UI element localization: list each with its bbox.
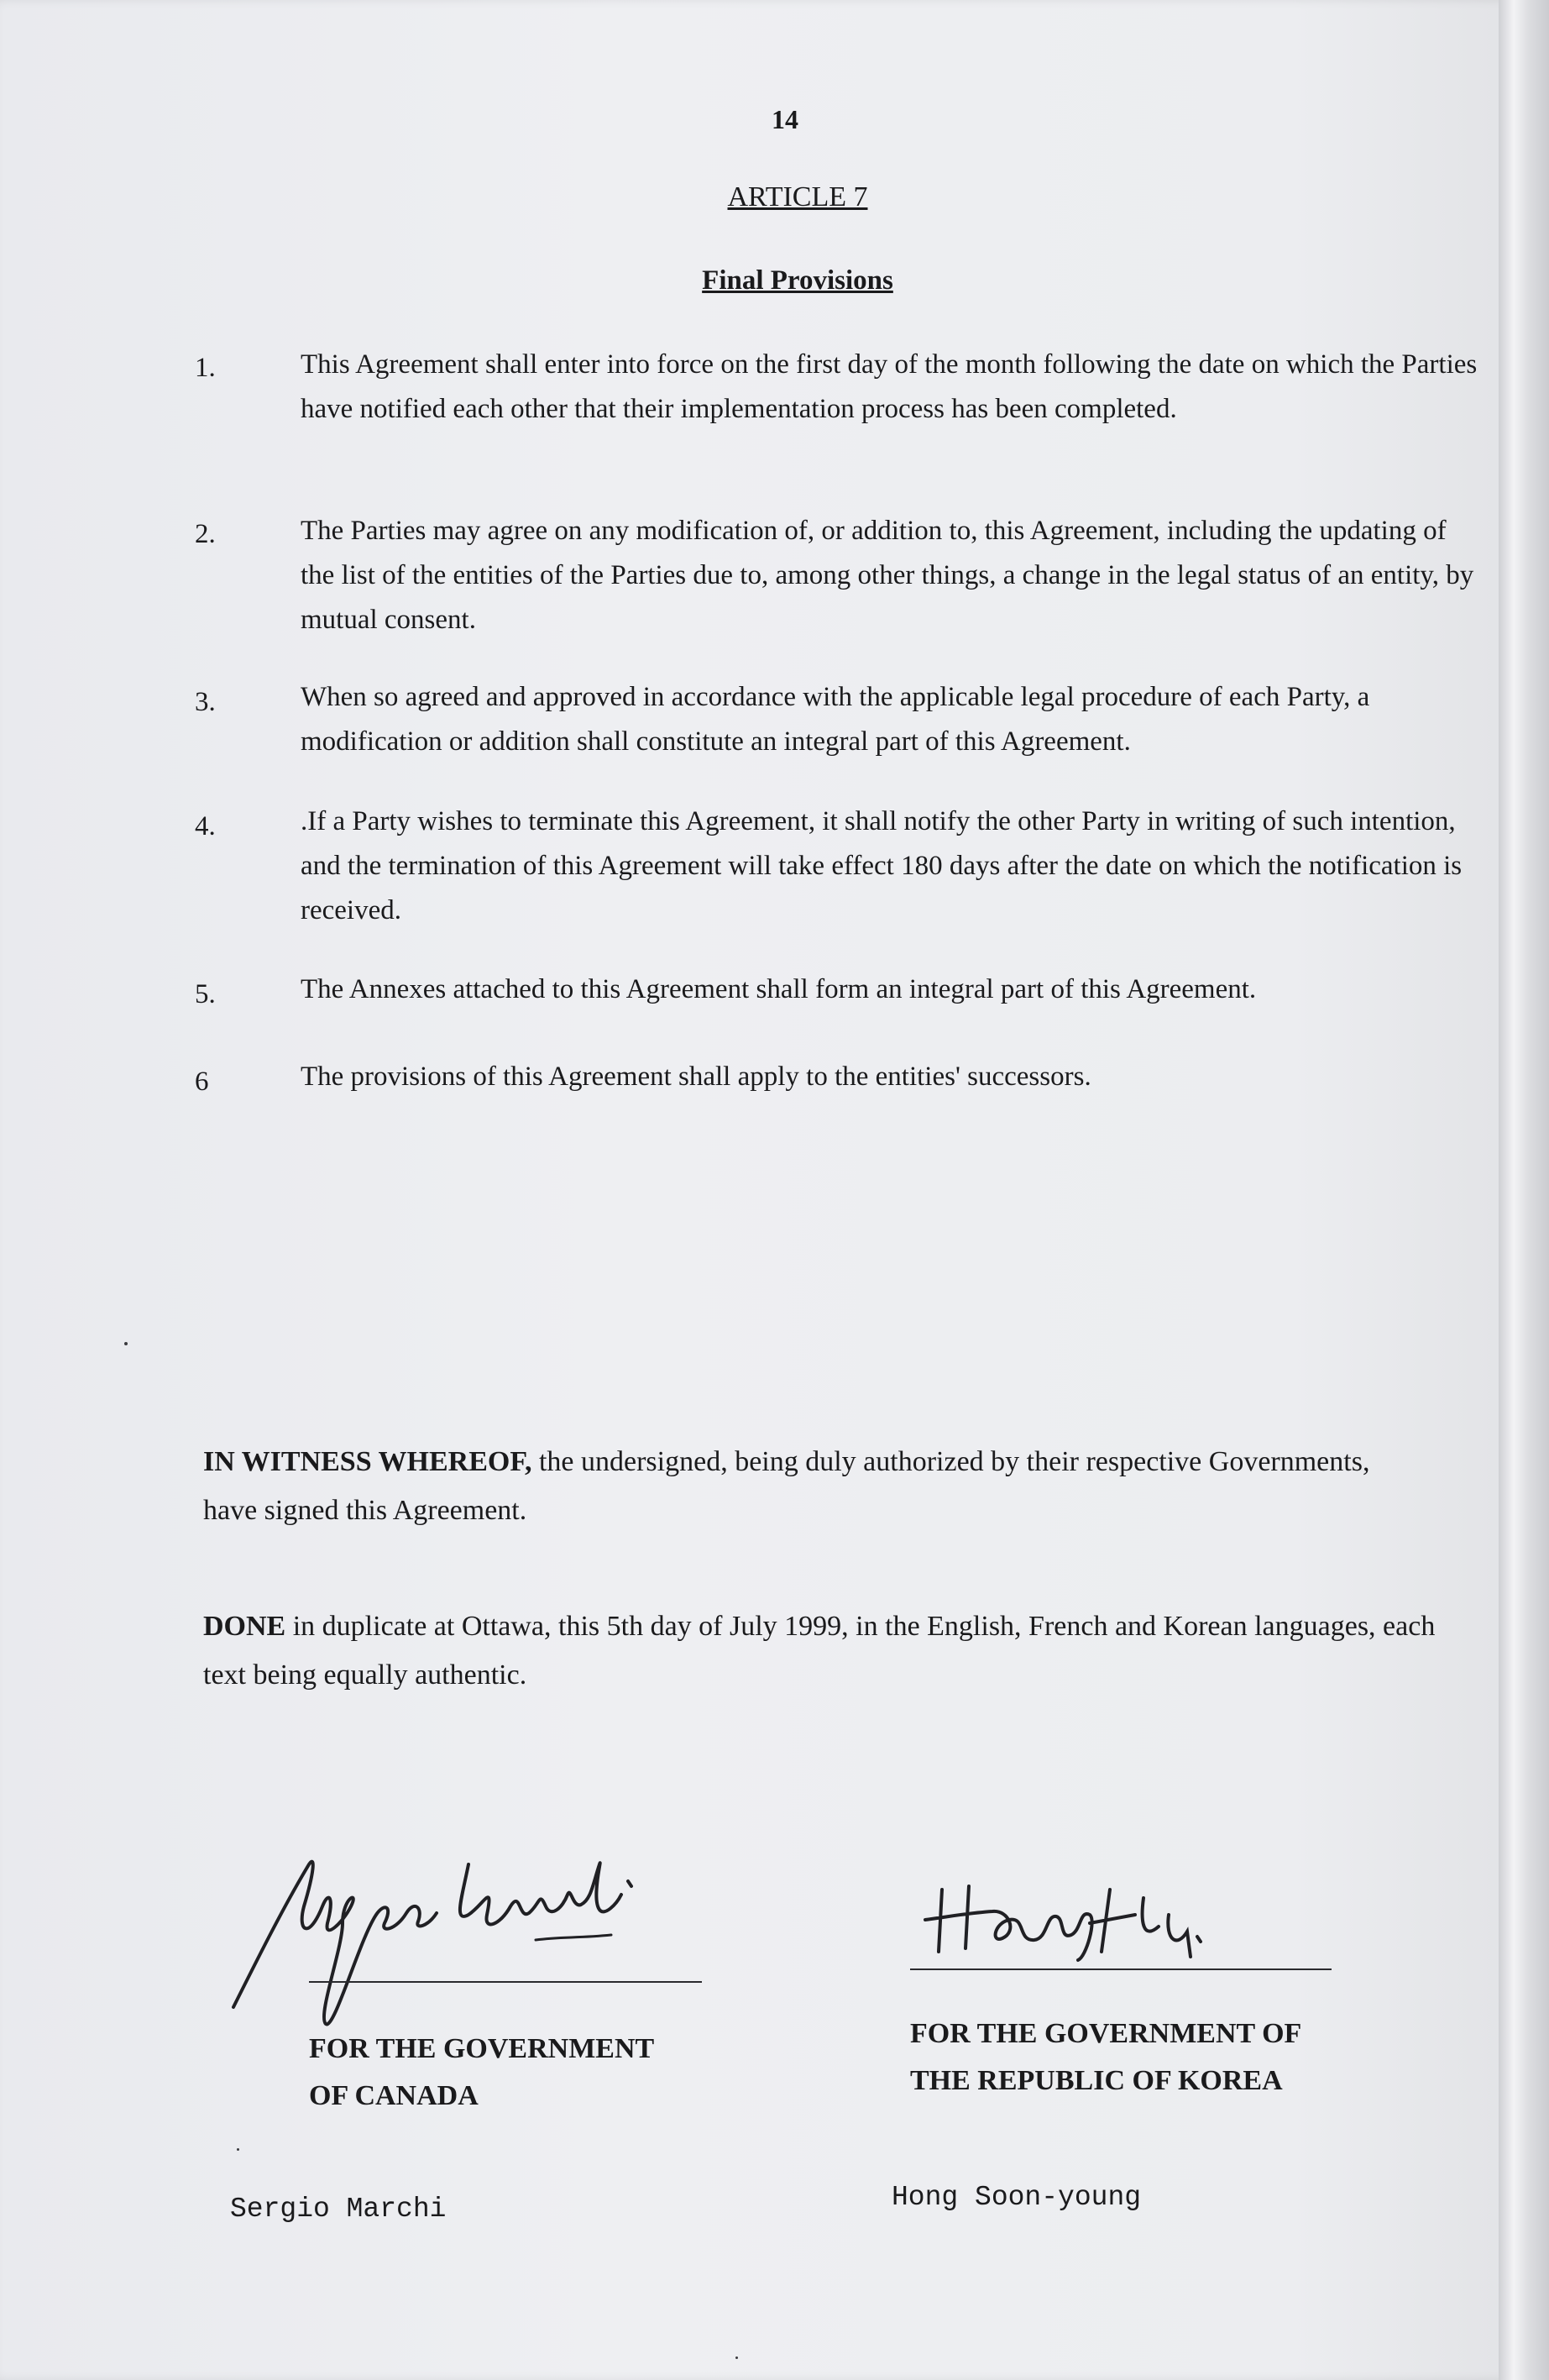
provision-item <box>195 675 1488 764</box>
page-number: 14 <box>772 104 798 134</box>
provision-item <box>195 799 1488 933</box>
signatory-name-canada: Sergio Marchi <box>230 2194 447 2225</box>
provision-number: 6 <box>195 1067 209 1097</box>
signature-block-korea <box>892 1864 1412 2225</box>
provision-text: This Agreement shall enter into force on the first day of the month following the date on which the Parties have notified each other that their implementation process has been completed. <box>301 349 1478 424</box>
provision-text: The Annexes attached to this Agreement shall form an integral part of this Agreement. <box>301 974 1257 1004</box>
provision-text: .If a Party wishes to terminate this Agreement, it shall notify the other Party in writing of such intention, and the termination of this Agreement will take effect 180 days after the date on which the notification is received. <box>301 806 1463 925</box>
provision-text: The Parties may agree on any modification of, or addition to, this Agreement, including the updating of the list of the entities of the Parties due to, among other things, a change in the legal status of an entity, by mutual consent. <box>301 516 1474 635</box>
signatory-label-canada: FOR THE GOVERNMENT OF CANADA <box>309 2033 655 2111</box>
signature-block-canada <box>217 1814 687 2251</box>
signature-line-korea <box>910 1968 1332 1970</box>
signature-line-canada <box>309 1981 702 1983</box>
provision-number: 3. <box>195 687 216 717</box>
provision-item <box>195 509 1488 642</box>
provision-number: 5. <box>195 979 216 1009</box>
provision-item <box>195 343 1488 432</box>
signature-canada-image <box>217 1814 720 2032</box>
scan-speck <box>735 2356 738 2359</box>
scan-speck <box>237 2148 239 2151</box>
section-title: Final Provisions <box>702 265 893 296</box>
page-edge <box>1499 0 1549 2380</box>
signatory-label-korea: FOR THE GOVERNMENT OF THE REPUBLIC OF KOREA <box>910 2018 1302 2096</box>
done-clause <box>203 1602 1454 1700</box>
provision-number: 4. <box>195 811 216 841</box>
witness-lead: IN WITNESS WHEREOF, <box>203 1446 532 1477</box>
provision-number: 2. <box>195 519 216 549</box>
article-title: ARTICLE 7 <box>727 181 868 212</box>
provision-text: The provisions of this Agreement shall apply to the entities' successors. <box>301 1062 1091 1092</box>
provision-item <box>195 1055 1488 1099</box>
done-text: in duplicate at Ottawa, this 5th day of July 1999, in the English, French and Korean languages, each text being equally authentic. <box>203 1611 1436 1691</box>
provision-number: 1. <box>195 353 216 383</box>
witness-clause <box>203 1438 1421 1535</box>
done-lead: DONE <box>203 1611 286 1642</box>
scan-speck <box>124 1342 128 1345</box>
witness-text: the undersigned, being duly authorized by their respective Governments, have signed this Agreement. <box>203 1446 1370 1526</box>
provision-text: When so agreed and approved in accordance with the applicable legal procedure of each Party, a modification or addition shall constitute an integral part of this Agreement. <box>301 682 1370 757</box>
signatory-name-korea: Hong Soon-young <box>892 2182 1142 2213</box>
signature-korea-image <box>892 1864 1362 1965</box>
provision-item <box>195 967 1488 1012</box>
